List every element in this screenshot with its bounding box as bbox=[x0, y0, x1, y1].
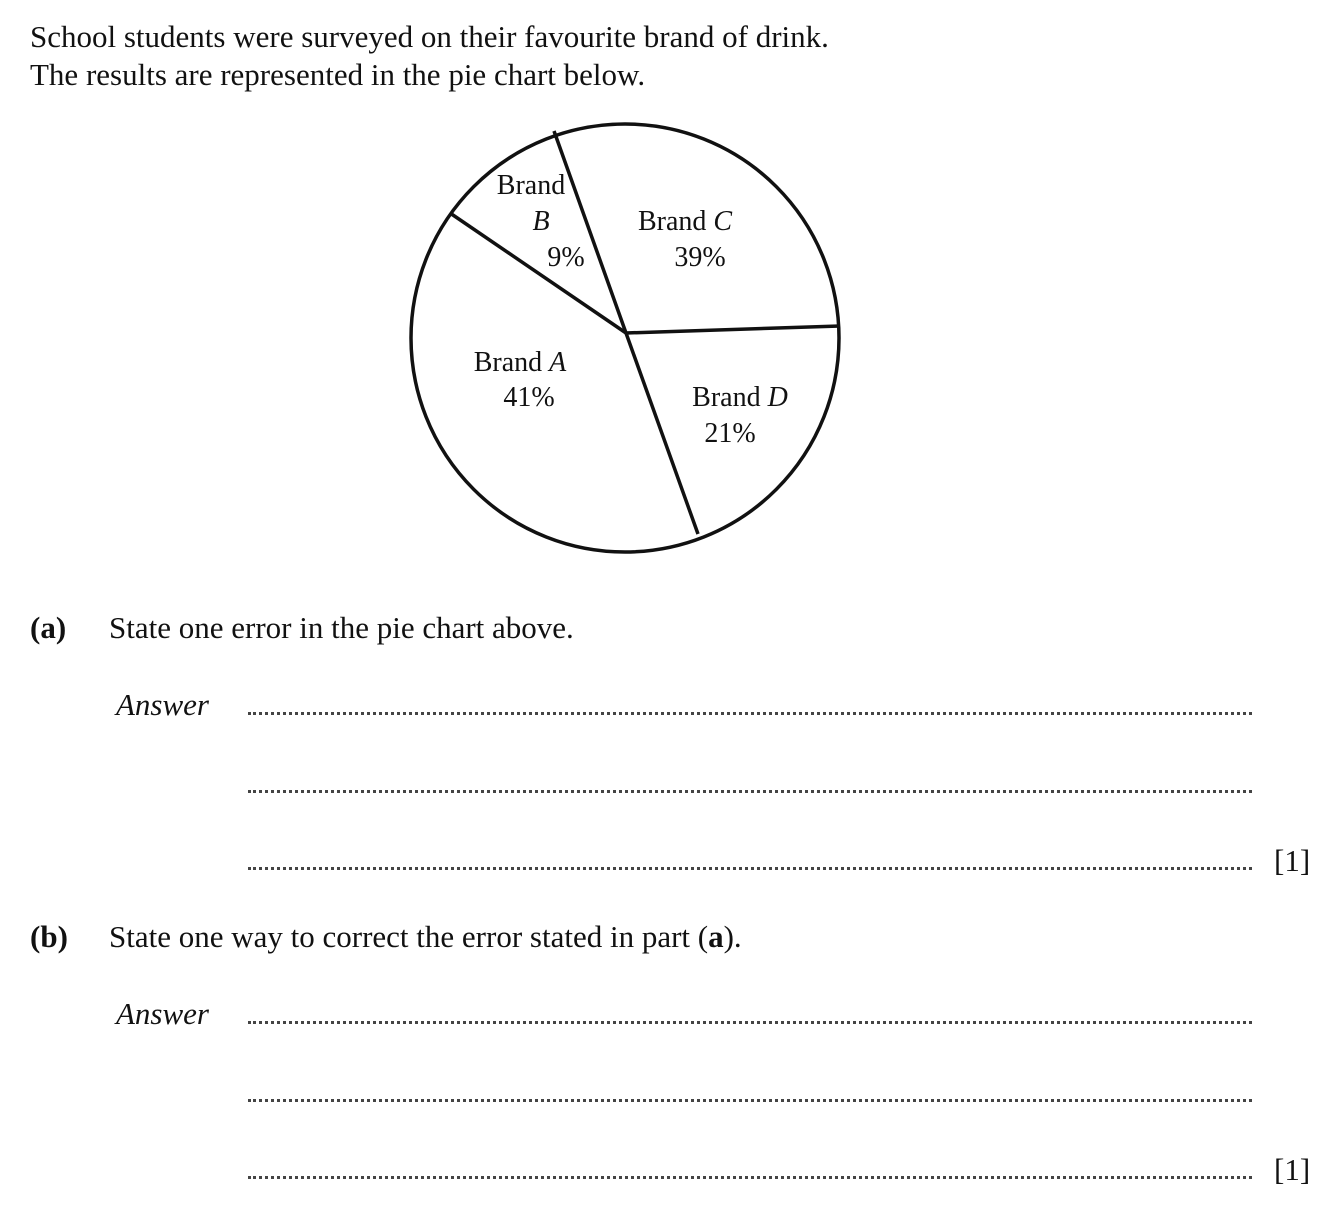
pie-divider-c-d bbox=[626, 326, 840, 333]
part-a-answer-label: Answer bbox=[116, 687, 209, 722]
part-a-answer-line-3[interactable] bbox=[248, 867, 1252, 870]
slice-d-label bbox=[692, 382, 788, 413]
slice-a-label bbox=[474, 347, 567, 378]
part-b-answer-line-1[interactable] bbox=[248, 1021, 1252, 1024]
part-b-question-end: ). bbox=[723, 919, 742, 954]
pie-divider-d-a bbox=[626, 333, 698, 534]
slice-d-letter: D bbox=[767, 382, 788, 413]
part-b-question bbox=[109, 919, 742, 955]
pie-outline bbox=[411, 124, 839, 552]
part-b-answer-label: Answer bbox=[116, 996, 209, 1031]
part-b-question-start: State one way to correct the error stated in part ( bbox=[109, 919, 709, 954]
pie-chart bbox=[400, 115, 850, 560]
slice-a-word: Brand bbox=[473, 347, 543, 378]
slice-d-word: Brand bbox=[692, 382, 761, 413]
part-a-label: (a) bbox=[30, 610, 67, 645]
slice-c-word: Brand bbox=[637, 206, 707, 237]
slice-d-value: 21% bbox=[704, 418, 756, 449]
part-a-question: State one error in the pie chart above. bbox=[109, 610, 574, 645]
part-b-question-ref: a bbox=[708, 919, 724, 954]
slice-b-word: Brand bbox=[496, 170, 566, 201]
slice-a-letter: A bbox=[549, 347, 567, 378]
slice-a-value: 41% bbox=[503, 382, 555, 413]
pie-divider-b-c bbox=[554, 131, 626, 333]
question-intro bbox=[30, 18, 829, 94]
part-a-answer-line-1[interactable] bbox=[248, 712, 1252, 715]
part-b-label: (b) bbox=[30, 919, 68, 954]
part-a-marks: [1] bbox=[1274, 843, 1311, 878]
slice-c-letter: C bbox=[713, 206, 733, 237]
slice-b-letter: B bbox=[532, 206, 550, 237]
part-b-answer-line-3[interactable] bbox=[248, 1176, 1252, 1179]
slice-b-value: 9% bbox=[547, 242, 585, 273]
part-b-answer-line-2[interactable] bbox=[248, 1099, 1252, 1102]
part-a-answer-line-2[interactable] bbox=[248, 790, 1252, 793]
intro-line-1: School students were surveyed on their favourite brand of drink. bbox=[30, 19, 829, 54]
slice-c-label bbox=[638, 206, 732, 237]
part-b-marks: [1] bbox=[1274, 1152, 1311, 1187]
intro-line-2: The results are represented in the pie chart below. bbox=[30, 57, 646, 92]
slice-c-value: 39% bbox=[674, 242, 726, 273]
